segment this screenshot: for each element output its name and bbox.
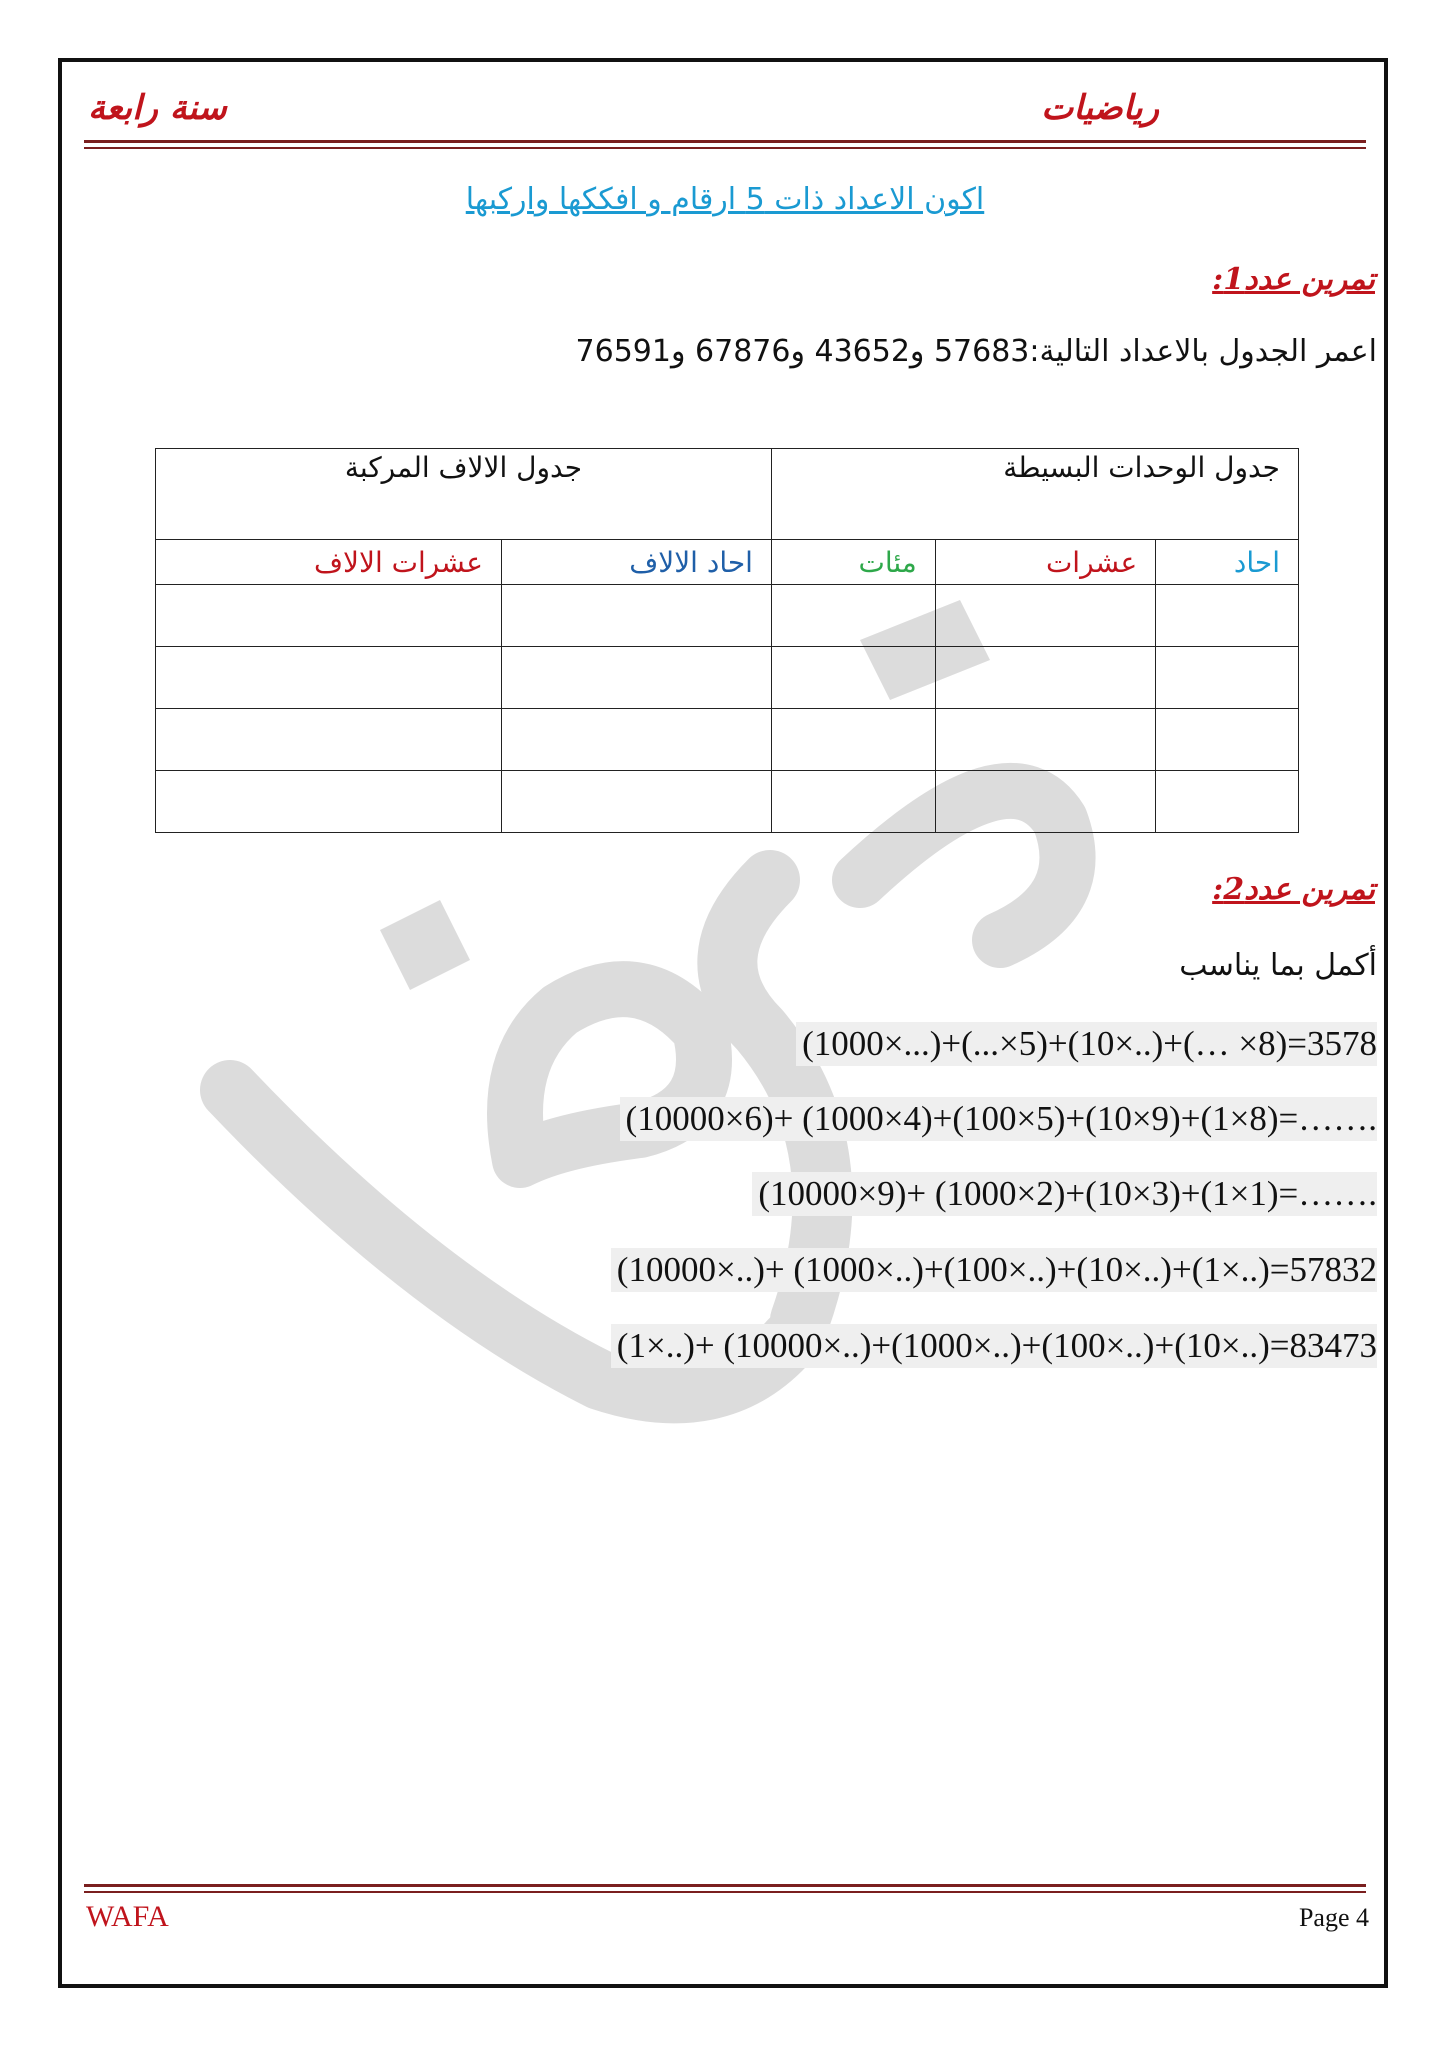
exercise2-title: تمرين عدد2: xyxy=(1212,872,1375,907)
table-cell[interactable] xyxy=(935,585,1155,647)
exercise2-instruction: أكمل بما يناسب xyxy=(1179,948,1377,983)
equation-3: (10000×9)+ (1000×2)+(10×3)+(1×1)=……. xyxy=(752,1172,1377,1216)
footer-rule xyxy=(84,1884,1366,1887)
footer-author: WAFA xyxy=(86,1900,169,1933)
lesson-title: اكون الاعداد ذات 5 ارقام و افككها واركبها xyxy=(465,182,985,217)
table-row xyxy=(156,771,1299,833)
group-units-header: جدول الوحدات البسيطة xyxy=(771,449,1298,540)
place-value-table xyxy=(155,448,1299,833)
header-rule xyxy=(84,140,1366,143)
group-thousands-header: جدول الالاف المركبة xyxy=(156,449,772,540)
column-ten-thousands: عشرات الالاف xyxy=(156,540,502,585)
table-cell[interactable] xyxy=(1156,647,1299,709)
header-rule-thin xyxy=(84,147,1366,149)
table-cell[interactable] xyxy=(1156,709,1299,771)
equation-1: (1000×...)+(...×5)+(10×..)+(… ×8)=3578 xyxy=(796,1022,1377,1066)
column-tens: عشرات xyxy=(935,540,1155,585)
footer-rule-thin xyxy=(84,1891,1366,1893)
table-cell[interactable] xyxy=(935,709,1155,771)
table-row xyxy=(156,709,1299,771)
table-cell[interactable] xyxy=(1156,585,1299,647)
equation-4: (10000×..)+ (1000×..)+(100×..)+(10×..)+(1×..)=57832 xyxy=(611,1248,1377,1292)
table-cell[interactable] xyxy=(501,585,771,647)
table-row xyxy=(156,585,1299,647)
table-cell[interactable] xyxy=(1156,771,1299,833)
table-cell[interactable] xyxy=(156,585,502,647)
table-cell[interactable] xyxy=(156,771,502,833)
exercise1-title: تمرين عدد1: xyxy=(1212,262,1375,297)
table-cell[interactable] xyxy=(771,647,935,709)
table-cell[interactable] xyxy=(501,709,771,771)
table-row xyxy=(156,647,1299,709)
equation-2: (10000×6)+ (1000×4)+(100×5)+(10×9)+(1×8)=……. xyxy=(620,1097,1377,1141)
table-cell[interactable] xyxy=(935,771,1155,833)
footer-page-number: Page 4 xyxy=(1298,1903,1369,1932)
table-cell[interactable] xyxy=(156,647,502,709)
exercise1-instruction: اعمر الجدول بالاعداد التالية:57683 و43652 و67876 و76591 xyxy=(575,334,1377,369)
column-hundreds: مئات xyxy=(771,540,935,585)
header-level: سنة رابعة xyxy=(88,88,227,128)
table-cell[interactable] xyxy=(501,771,771,833)
table-cell[interactable] xyxy=(156,709,502,771)
column-units: احاد xyxy=(1156,540,1299,585)
column-thousands: احاد الالاف xyxy=(501,540,771,585)
header-subject: رياضيات xyxy=(1041,88,1159,128)
table-cell[interactable] xyxy=(771,585,935,647)
table-cell[interactable] xyxy=(771,709,935,771)
table-cell[interactable] xyxy=(935,647,1155,709)
table-cell[interactable] xyxy=(771,771,935,833)
table-cell[interactable] xyxy=(501,647,771,709)
equation-5: (1×..)+ (10000×..)+(1000×..)+(100×..)+(10×..)=83473 xyxy=(611,1324,1377,1368)
